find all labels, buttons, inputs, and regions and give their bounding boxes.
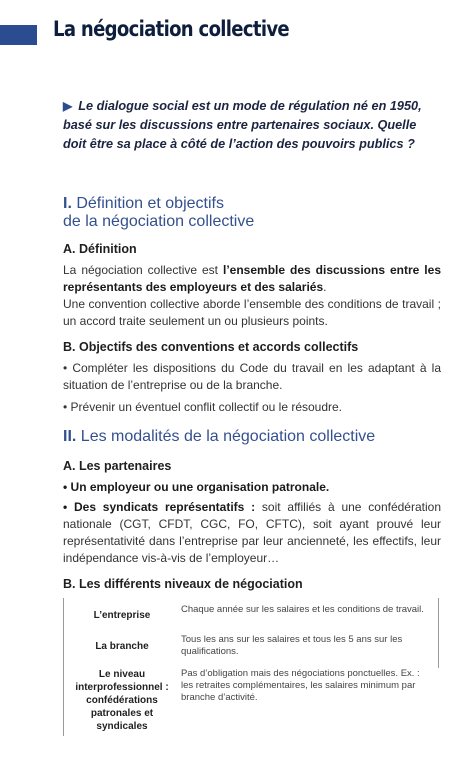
definition-text-c: . xyxy=(323,280,327,294)
table-right-rule xyxy=(438,598,439,668)
partner-bullet-2 xyxy=(63,499,441,567)
level-label: Le niveau interprofessionnel : confédérations patronales et syndicales xyxy=(75,669,169,732)
table-left-rule xyxy=(63,598,64,736)
level-label: L’entreprise xyxy=(93,610,151,621)
convention-paragraph: Une convention collective aborde l’ensemble des conditions de travail ; un accord traite seulement un ou plusieurs points. xyxy=(63,297,441,328)
negotiation-levels-table xyxy=(63,598,439,736)
partner-bullet-1: • Un employeur ou une organisation patronale. xyxy=(63,480,330,494)
levels-heading: B. Les différents niveaux de négociation xyxy=(63,577,303,591)
partner-bullet-2-bold: • Des syndicats représentatifs : xyxy=(63,500,256,514)
definition-text-a: La négociation collective est xyxy=(63,263,223,277)
section-1-heading xyxy=(63,195,254,231)
objective-bullet-2: • Prévenir un éventuel conflit collectif ou le résoudre. xyxy=(63,400,343,414)
level-description: Chaque année sur les salaires et les conditions de travail. xyxy=(181,604,424,615)
partners-heading: A. Les partenaires xyxy=(63,459,172,473)
page-title: La négociation collective xyxy=(53,17,289,41)
triangle-bullet-icon: ▶ xyxy=(63,99,73,113)
partner-bullet-2-text: soit affiliés à une confédération nationale (CGT, CFDT, CGC, FO, CFTC), soit ayant prouvé leur représentativité dans l’entreprise par leur ancienneté, les effectifs, leur indépendance vis-à-vis de l’employeur… xyxy=(63,500,441,565)
level-label: La branche xyxy=(95,641,149,652)
definition-paragraph xyxy=(63,262,441,296)
title-accent-bar xyxy=(0,25,37,45)
section-1-number: I. xyxy=(63,195,72,212)
section-1-title-line1: Définition et objectifs xyxy=(76,195,224,212)
level-description: Tous les ans sur les salaires et tous les 5 ans sur les qualifications. xyxy=(181,634,403,657)
intro-paragraph xyxy=(63,97,443,154)
section-2-heading xyxy=(63,428,375,446)
intro-text: Le dialogue social est un mode de régulation né en 1950, basé sur les discussions entre partenaires sociaux. Quelle doit être sa place à côté de l’action des pouvoirs publics ? xyxy=(63,99,422,151)
section-2-title: Les modalités de la négociation collective xyxy=(80,428,376,445)
definition-text-bold: l’ensemble des discussions entre les représentants des employeurs et des salariés xyxy=(63,263,441,294)
level-description: Pas d’obligation mais des négociations ponctuelles. Ex. : les retraites complémentaires, les salaires minimum par branche d’activité. xyxy=(181,668,420,703)
objective-bullet-1: • Compléter les dispositions du Code du travail en les adaptant à la situation de l’entreprise ou de la branche. xyxy=(63,361,441,392)
objectives-heading: B. Objectifs des conventions et accords collectifs xyxy=(63,340,359,354)
section-2-number: II. xyxy=(63,428,77,445)
section-1-title-line2: de la négociation collective xyxy=(63,213,255,230)
definition-heading: A. Définition xyxy=(63,242,137,256)
